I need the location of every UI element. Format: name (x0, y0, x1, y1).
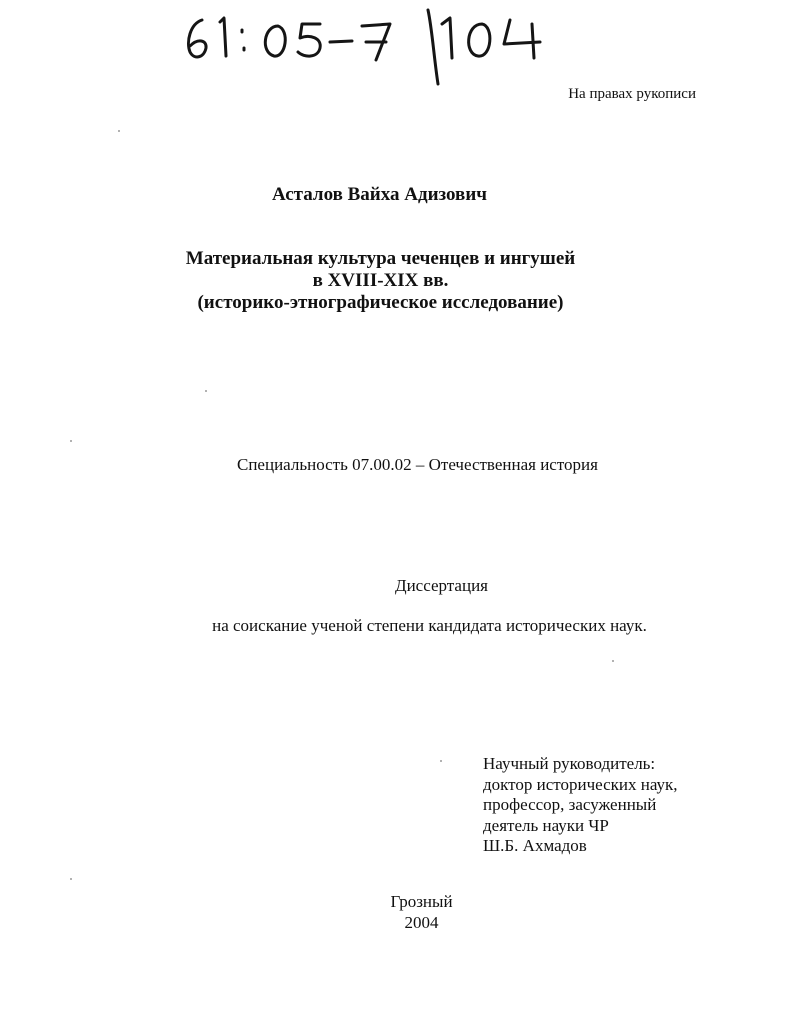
scan-speck (205, 390, 207, 392)
handwritten-archive-mark (180, 8, 580, 86)
dissertation-title (0, 248, 780, 314)
place-and-year (22, 891, 799, 933)
dissertation-purpose: на соискание ученой степени кандидата исторических наук. (212, 616, 647, 635)
title-line-1: Материальная культура чеченцев и ингушей (185, 248, 576, 269)
scan-speck (612, 660, 614, 662)
scan-speck (118, 130, 120, 132)
supervisor-line-3: профессор, засуженный (483, 795, 657, 814)
supervisor-block (483, 754, 678, 857)
city: Грозный (390, 892, 453, 911)
scan-speck (70, 878, 72, 880)
supervisor-line-2: доктор исторических наук, (483, 774, 678, 794)
handwritten-mark-drawing (180, 8, 580, 86)
dissertation-label: Диссертация (394, 576, 488, 595)
supervisor-line-5: Ш.Б. Ахмадов (483, 836, 587, 855)
scan-speck (440, 760, 442, 762)
title-line-2: в XVIII-XIX вв. (312, 270, 449, 291)
author-name: Асталов Вайха Адизович (272, 184, 487, 205)
title-line-3: (историко-этнографическое исследование) (197, 292, 564, 313)
supervisor-line-4: деятель науки ЧР (483, 815, 609, 835)
rights-note: На правах рукописи (568, 86, 696, 102)
year: 2004 (404, 913, 439, 932)
scan-speck (70, 440, 72, 442)
supervisor-line-1: Научный руководитель: (483, 754, 656, 773)
specialty: Специальность 07.00.02 – Отечественная история (237, 455, 598, 474)
